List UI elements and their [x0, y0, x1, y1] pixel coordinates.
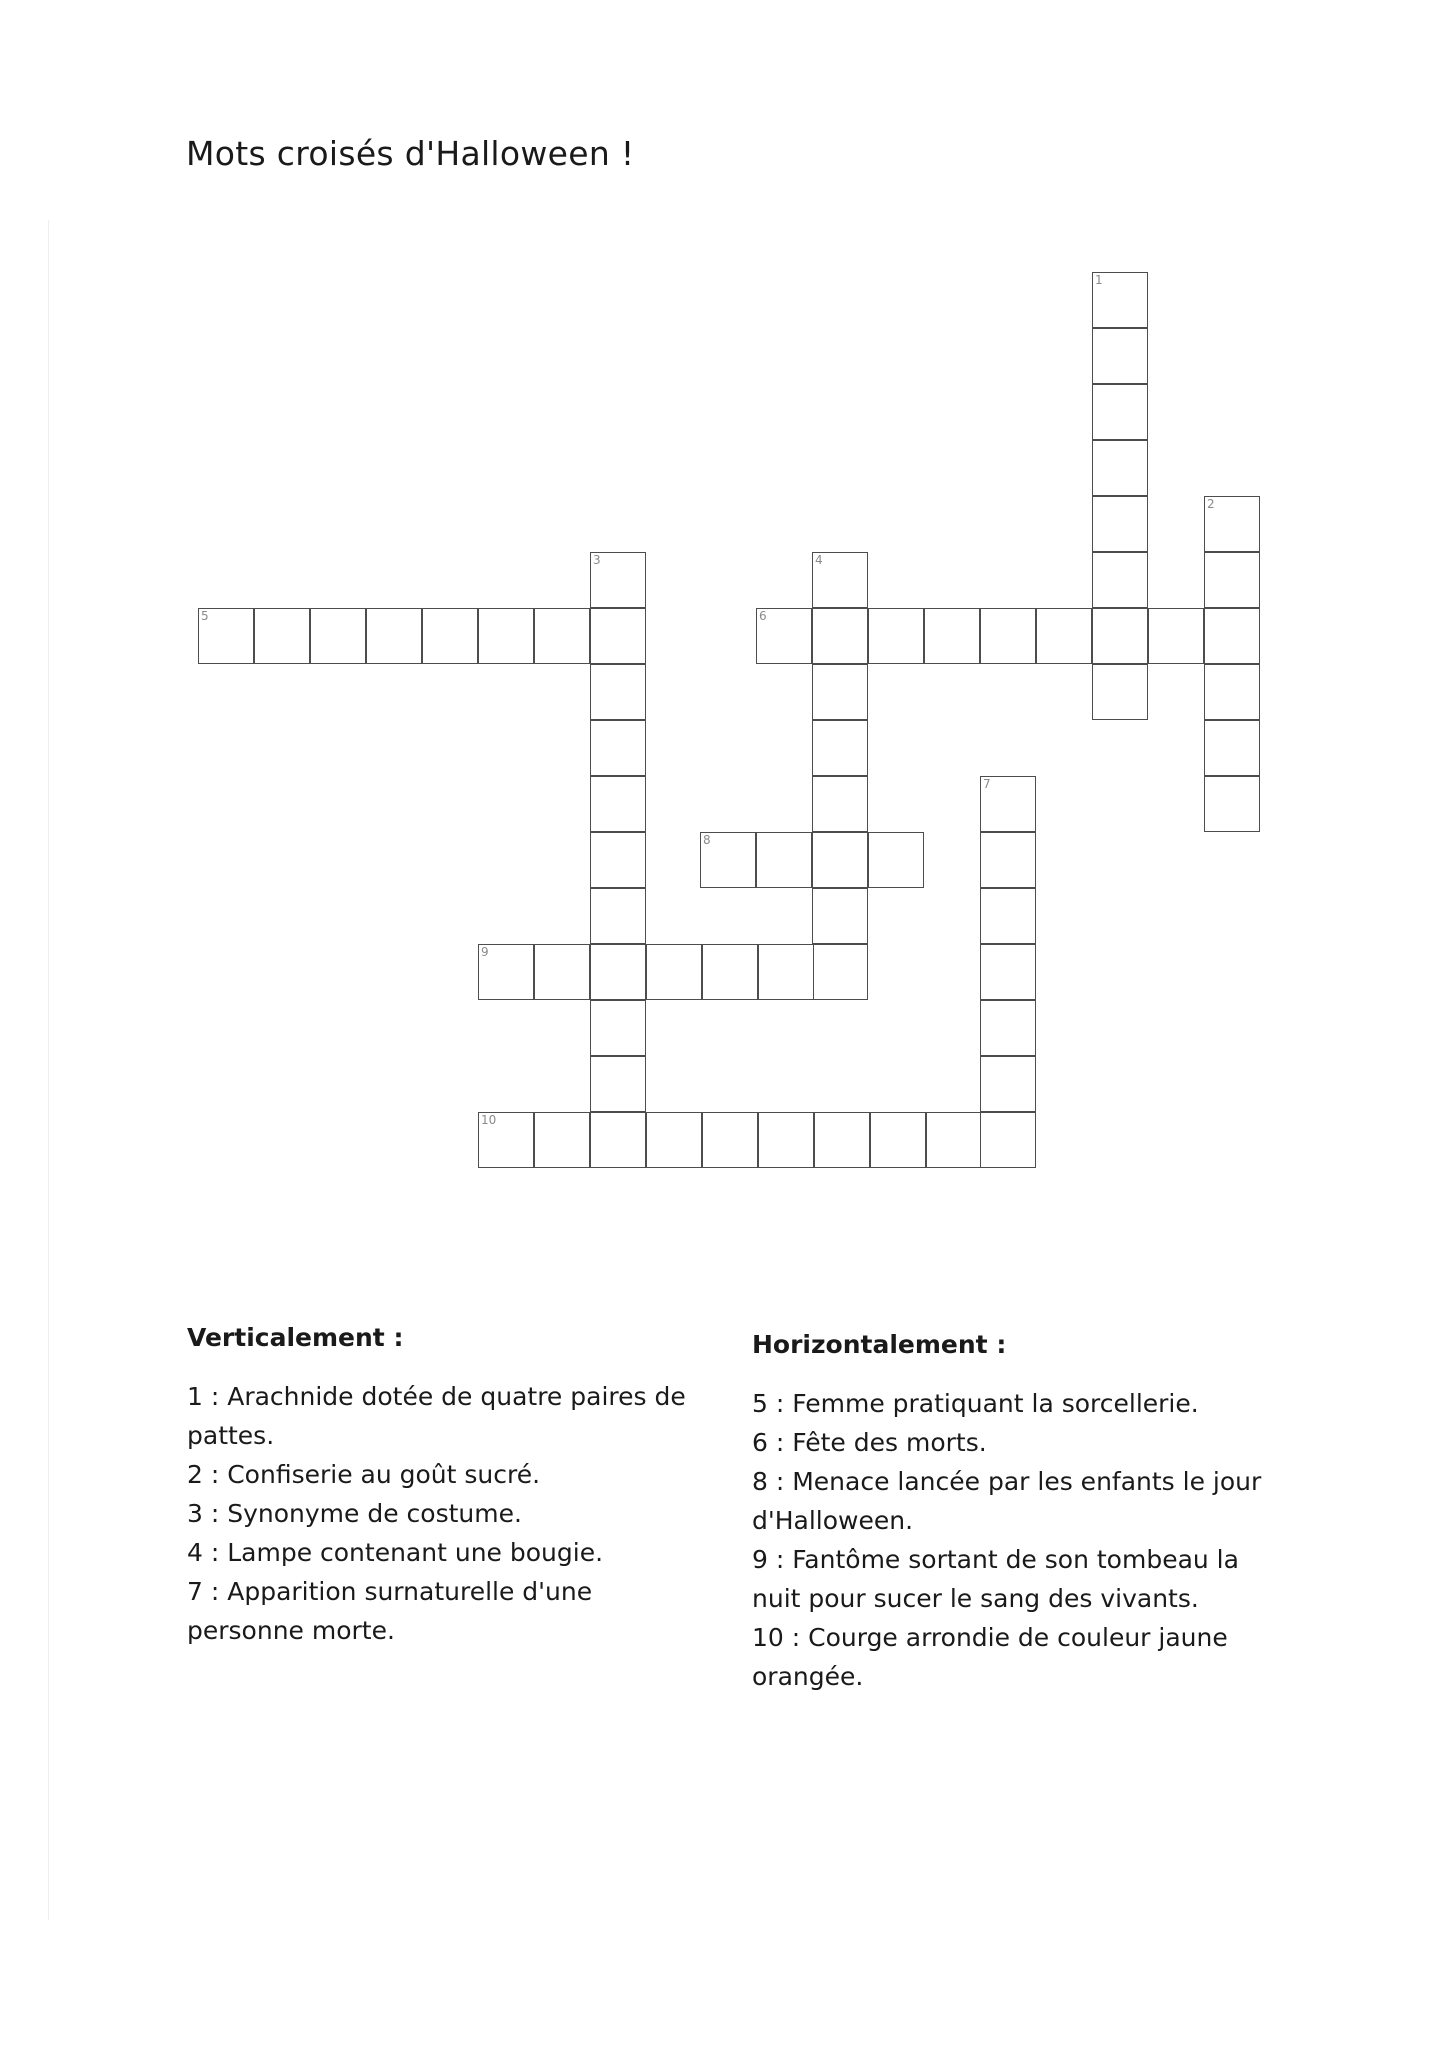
crossword-cell[interactable] [590, 1112, 646, 1168]
vertical-clues [187, 1318, 707, 1650]
crossword-cell[interactable] [812, 664, 868, 720]
vertical-clue: 3 : Synonyme de costume. [187, 1499, 522, 1528]
clue-number: 9 [481, 945, 489, 959]
clue-number: 5 [201, 609, 209, 623]
crossword-cell[interactable] [646, 944, 702, 1000]
vertical-clue: 1 : Arachnide dotée de quatre paires de pattes. [187, 1382, 686, 1450]
crossword-cell[interactable] [980, 776, 1036, 832]
clue-number: 6 [759, 609, 767, 623]
horizontal-clue: 10 : Courge arrondie de couleur jaune orangée. [752, 1623, 1228, 1691]
crossword-cell[interactable] [702, 1112, 758, 1168]
crossword-cell[interactable] [758, 944, 814, 1000]
crossword-cell[interactable] [868, 832, 924, 888]
crossword-cell[interactable] [590, 776, 646, 832]
crossword-cell[interactable] [534, 944, 590, 1000]
crossword-cell[interactable] [1204, 608, 1260, 664]
crossword-cell[interactable] [980, 608, 1036, 664]
crossword-cell[interactable] [310, 608, 366, 664]
vertical-heading: Verticalement : [187, 1323, 404, 1352]
crossword-cell[interactable] [590, 832, 646, 888]
vertical-clue: 7 : Apparition surnaturelle d'une personne morte. [187, 1577, 593, 1645]
clue-number: 10 [481, 1113, 497, 1127]
crossword-cell[interactable] [1204, 552, 1260, 608]
crossword-cell[interactable] [868, 608, 924, 664]
page-title: Mots croisés d'Halloween ! [186, 134, 635, 173]
crossword-cell[interactable] [590, 720, 646, 776]
crossword-cell[interactable] [1092, 328, 1148, 384]
crossword-cell[interactable] [590, 608, 646, 664]
horizontal-clues [752, 1325, 1272, 1696]
horizontal-heading: Horizontalement : [752, 1330, 1007, 1359]
crossword-cell[interactable] [590, 888, 646, 944]
crossword-cell[interactable] [756, 608, 812, 664]
crossword-cell[interactable] [812, 776, 868, 832]
crossword-cell[interactable] [1092, 552, 1148, 608]
crossword-cell[interactable] [1204, 776, 1260, 832]
clue-number: 1 [1095, 273, 1103, 287]
crossword-cell[interactable] [980, 944, 1036, 1000]
clue-number: 3 [593, 553, 601, 567]
crossword-cell[interactable] [478, 608, 534, 664]
crossword-cell[interactable] [980, 1000, 1036, 1056]
crossword-cell[interactable] [758, 1112, 814, 1168]
crossword-cell[interactable] [1036, 608, 1092, 664]
crossword-cell[interactable] [254, 608, 310, 664]
vertical-clue: 4 : Lampe contenant une bougie. [187, 1538, 604, 1567]
crossword-cell[interactable] [422, 608, 478, 664]
crossword-cell[interactable] [1204, 496, 1260, 552]
crossword-cell[interactable] [590, 944, 646, 1000]
crossword-cell[interactable] [702, 944, 758, 1000]
vertical-clue: 2 : Confiserie au goût sucré. [187, 1460, 541, 1489]
crossword-cell[interactable] [1092, 496, 1148, 552]
crossword-cell[interactable] [980, 1056, 1036, 1112]
crossword-cell[interactable] [478, 1112, 534, 1168]
horizontal-clue: 5 : Femme pratiquant la sorcellerie. [752, 1389, 1199, 1418]
crossword-cell[interactable] [980, 1112, 1036, 1168]
crossword-cell[interactable] [1204, 720, 1260, 776]
crossword-cell[interactable] [534, 608, 590, 664]
crossword-cell[interactable] [198, 608, 254, 664]
clue-number: 4 [815, 553, 823, 567]
crossword-cell[interactable] [814, 1112, 870, 1168]
crossword-cell[interactable] [812, 720, 868, 776]
crossword-cell[interactable] [1092, 608, 1148, 664]
crossword-cell[interactable] [1092, 664, 1148, 720]
crossword-cell[interactable] [926, 1112, 982, 1168]
crossword-cell[interactable] [1092, 440, 1148, 496]
crossword-cell[interactable] [980, 832, 1036, 888]
clue-number: 2 [1207, 497, 1215, 511]
crossword-cell[interactable] [1092, 384, 1148, 440]
crossword-cell[interactable] [756, 832, 812, 888]
crossword-cell[interactable] [366, 608, 422, 664]
crossword-cell[interactable] [590, 552, 646, 608]
crossword-cell[interactable] [590, 1056, 646, 1112]
horizontal-clue: 6 : Fête des morts. [752, 1428, 987, 1457]
horizontal-clue: 9 : Fantôme sortant de son tombeau la nuit pour sucer le sang des vivants. [752, 1545, 1239, 1613]
crossword-cell[interactable] [1204, 664, 1260, 720]
horizontal-clue: 8 : Menace lancée par les enfants le jour d'Halloween. [752, 1467, 1262, 1535]
clue-number: 7 [983, 777, 991, 791]
crossword-cell[interactable] [1148, 608, 1204, 664]
crossword-cell[interactable] [980, 888, 1036, 944]
crossword-cell[interactable] [590, 1000, 646, 1056]
crossword-cell[interactable] [534, 1112, 590, 1168]
crossword-cell[interactable] [700, 832, 756, 888]
crossword-cell[interactable] [590, 664, 646, 720]
crossword-cell[interactable] [812, 608, 868, 664]
crossword-cell[interactable] [870, 1112, 926, 1168]
crossword-cell[interactable] [812, 944, 868, 1000]
crossword-cell[interactable] [1092, 272, 1148, 328]
crossword-cell[interactable] [646, 1112, 702, 1168]
crossword-cell[interactable] [812, 832, 868, 888]
crossword-cell[interactable] [812, 552, 868, 608]
clue-number: 8 [703, 833, 711, 847]
crossword-cell[interactable] [478, 944, 534, 1000]
crossword-cell[interactable] [924, 608, 980, 664]
crossword-cell[interactable] [812, 888, 868, 944]
